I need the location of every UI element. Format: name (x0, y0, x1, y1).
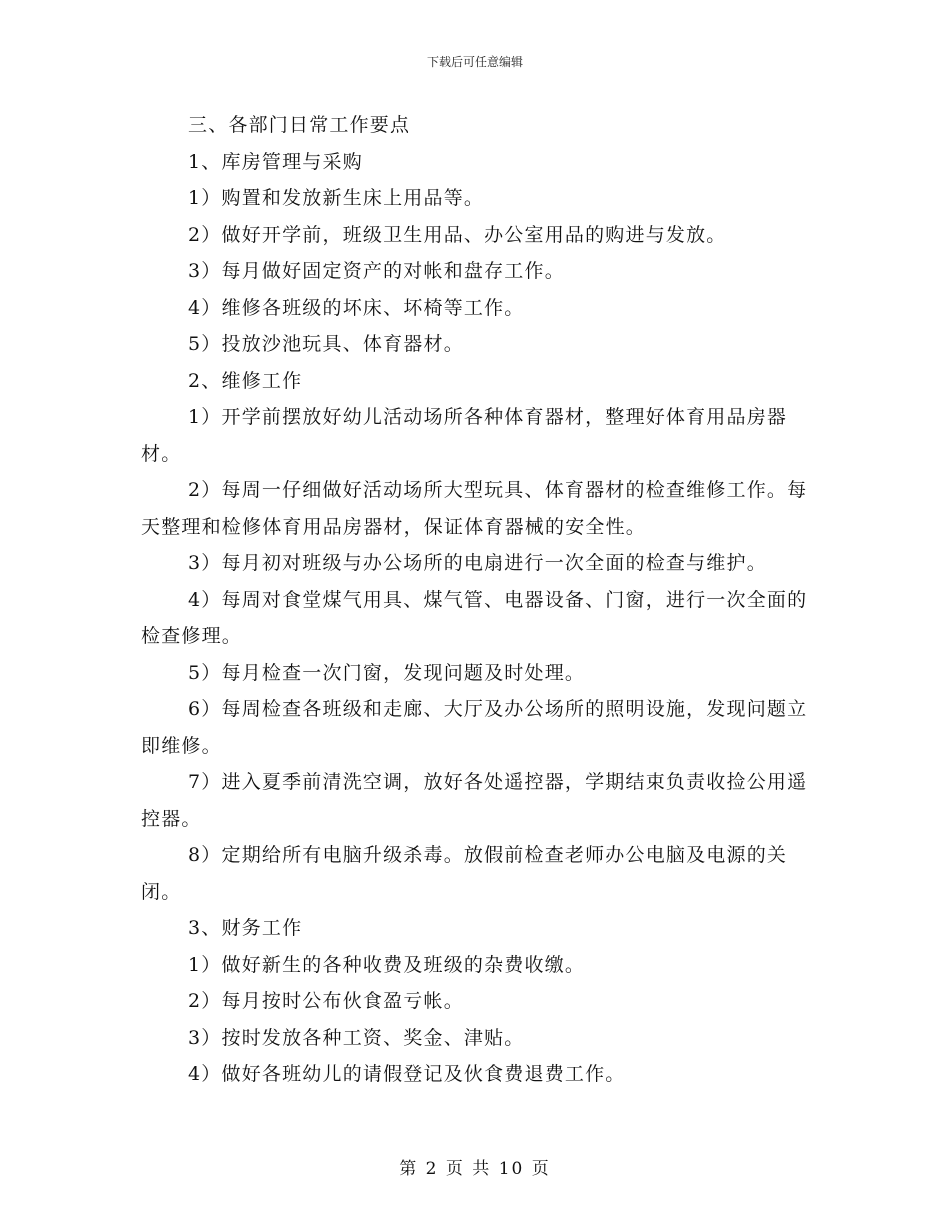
list-item: 3）每月做好固定资产的对帐和盘存工作。 (188, 260, 565, 282)
list-item: 4）每周对食堂煤气用具、煤气管、电器设备、门窗，进行一次全面的检查修理。 (141, 588, 808, 647)
page-header: 下载后可任意编辑 (426, 55, 523, 69)
list-item: 3）每月初对班级与办公场所的电扇进行一次全面的检查与维护。 (188, 552, 767, 574)
list-item: 4）维修各班级的坏床、坏椅等工作。 (188, 296, 525, 319)
subsection-heading: 2、维修工作 (188, 369, 303, 392)
list-item: 7）进入夏季前清洗空调，放好各处遥控器，学期结束负责收捡公用遥控器。 (141, 771, 808, 830)
list-item: 2）做好开学前，班级卫生用品、办公室用品的购进与发放。 (188, 223, 727, 246)
document-body (141, 107, 821, 1093)
list-item: 2）每周一仔细做好活动场所大型玩具、体育器材的检查维修工作。每天整理和检修体育用品房器材，保证体育器械的安全性。 (141, 479, 808, 538)
list-item: 1）开学前摆放好幼儿活动场所各种体育器材，整理好体育用品房器材。 (141, 406, 788, 465)
list-item: 1）做好新生的各种收费及班级的杂费收缴。 (188, 953, 586, 976)
subsection-heading: 3、财务工作 (188, 917, 303, 939)
page-number-footer: 第 2 页 共 10 页 (399, 1159, 551, 1179)
list-item: 5）每月检查一次门窗，发现问题及时处理。 (188, 661, 586, 684)
subsection-heading: 1、库房管理与采购 (188, 150, 363, 173)
list-item: 6）每周检查各班级和走廊、大厅及办公场所的照明设施，发现问题立即维修。 (141, 698, 808, 757)
list-item: 1）购置和发放新生床上用品等。 (188, 187, 485, 209)
list-item: 5）投放沙池玩具、体育器材。 (188, 333, 464, 355)
list-item: 8）定期给所有电脑升级杀毒。放假前检查老师办公电脑及电源的关闭。 (141, 844, 788, 903)
section-heading: 三、各部门日常工作要点 (188, 114, 411, 136)
list-item: 2）每月按时公布伙食盈亏帐。 (188, 990, 464, 1012)
list-item: 4）做好各班幼儿的请假登记及伙食费退费工作。 (188, 1063, 626, 1085)
list-item: 3）按时发放各种工资、奖金、津贴。 (188, 1026, 525, 1049)
